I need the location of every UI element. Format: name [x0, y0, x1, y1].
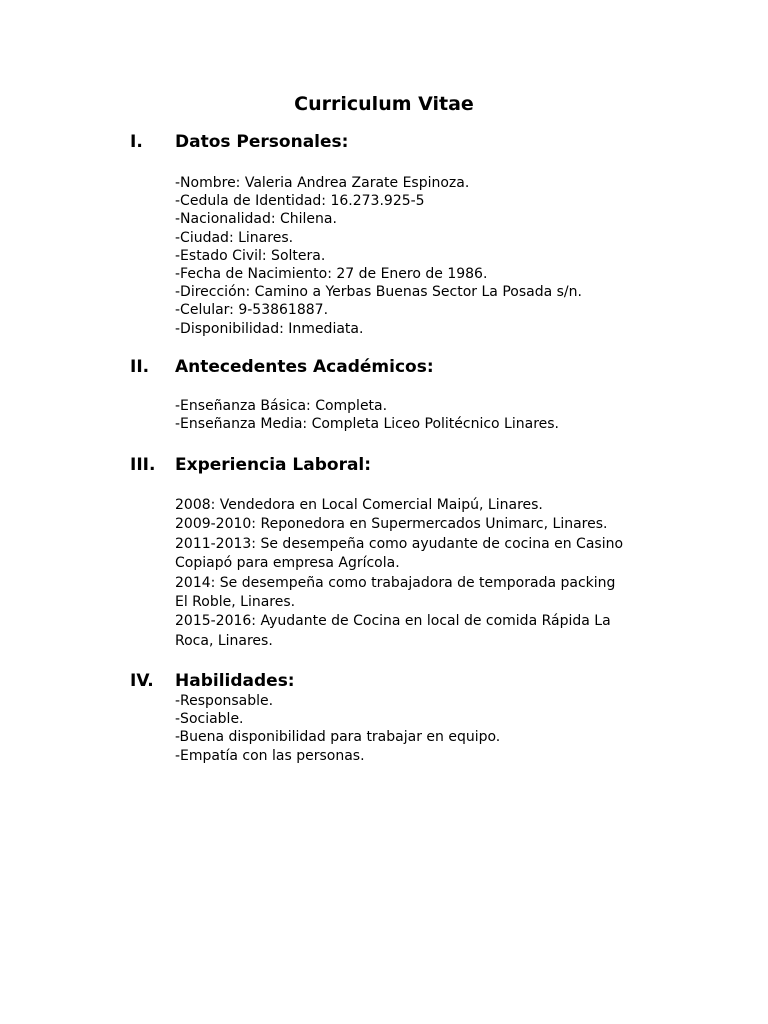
list-item: -Enseñanza Básica: Completa.: [175, 398, 388, 414]
section-title: Habilidades:: [175, 671, 295, 691]
section-heading-datos-personales: [0, 129, 768, 155]
list-item: -Dirección: Camino a Yerbas Buenas Sector La Posada s/n.: [175, 284, 582, 301]
section-heading-habilidades: [0, 668, 768, 694]
skills-list: [175, 692, 735, 765]
list-item: -Ciudad: Linares.: [175, 229, 294, 246]
section-heading-experiencia-laboral: [0, 452, 768, 478]
personal-data-list: [175, 174, 735, 338]
list-item: Copiapó para empresa Agrícola.: [175, 555, 400, 572]
list-item: -Enseñanza Media: Completa Liceo Politécnico Linares.: [175, 416, 560, 433]
list-item: -Buena disponibilidad para trabajar en equipo.: [175, 729, 501, 746]
list-item: -Sociable.: [175, 711, 244, 728]
section-number: IV.: [130, 671, 154, 691]
list-item: -Celular: 9-53861887.: [175, 302, 329, 319]
section-title: Datos Personales:: [175, 132, 349, 152]
list-item: -Cedula de Identidad: 16.273.925-5: [175, 193, 425, 210]
section-number: I.: [130, 132, 143, 152]
list-item: -Fecha de Nacimiento: 27 de Enero de 1986.: [175, 266, 488, 283]
work-experience-list: [175, 496, 735, 651]
list-item: 2014: Se desempeña como trabajadora de temporada packing: [175, 574, 616, 591]
list-item: -Nacionalidad: Chilena.: [175, 211, 337, 228]
list-item: 2009-2010: Reponedora en Supermercados Unimarc, Linares.: [175, 516, 608, 533]
page-title: Curriculum Vitae: [294, 93, 474, 115]
section-title: Antecedentes Académicos:: [175, 357, 434, 377]
list-item: -Nombre: Valeria Andrea Zarate Espinoza.: [175, 175, 470, 191]
list-item: El Roble, Linares.: [175, 594, 296, 611]
list-item: -Empatía con las personas.: [175, 747, 365, 764]
list-item: -Disponibilidad: Inmediata.: [175, 320, 364, 337]
list-item: 2011-2013: Se desempeña como ayudante de cocina en Casino: [175, 535, 624, 552]
list-item: -Responsable.: [175, 693, 274, 709]
section-number: III.: [130, 455, 156, 475]
list-item: -Estado Civil: Soltera.: [175, 247, 326, 264]
section-title: Experiencia Laboral:: [175, 455, 372, 475]
academic-list: [175, 397, 735, 433]
list-item: Roca, Linares.: [175, 632, 273, 649]
section-heading-antecedentes-academicos: [0, 354, 768, 380]
list-item: 2008: Vendedora en Local Comercial Maipú, Linares.: [175, 497, 543, 513]
list-item: 2015-2016: Ayudante de Cocina en local de comida Rápida La: [175, 613, 611, 630]
section-number: II.: [130, 357, 150, 377]
